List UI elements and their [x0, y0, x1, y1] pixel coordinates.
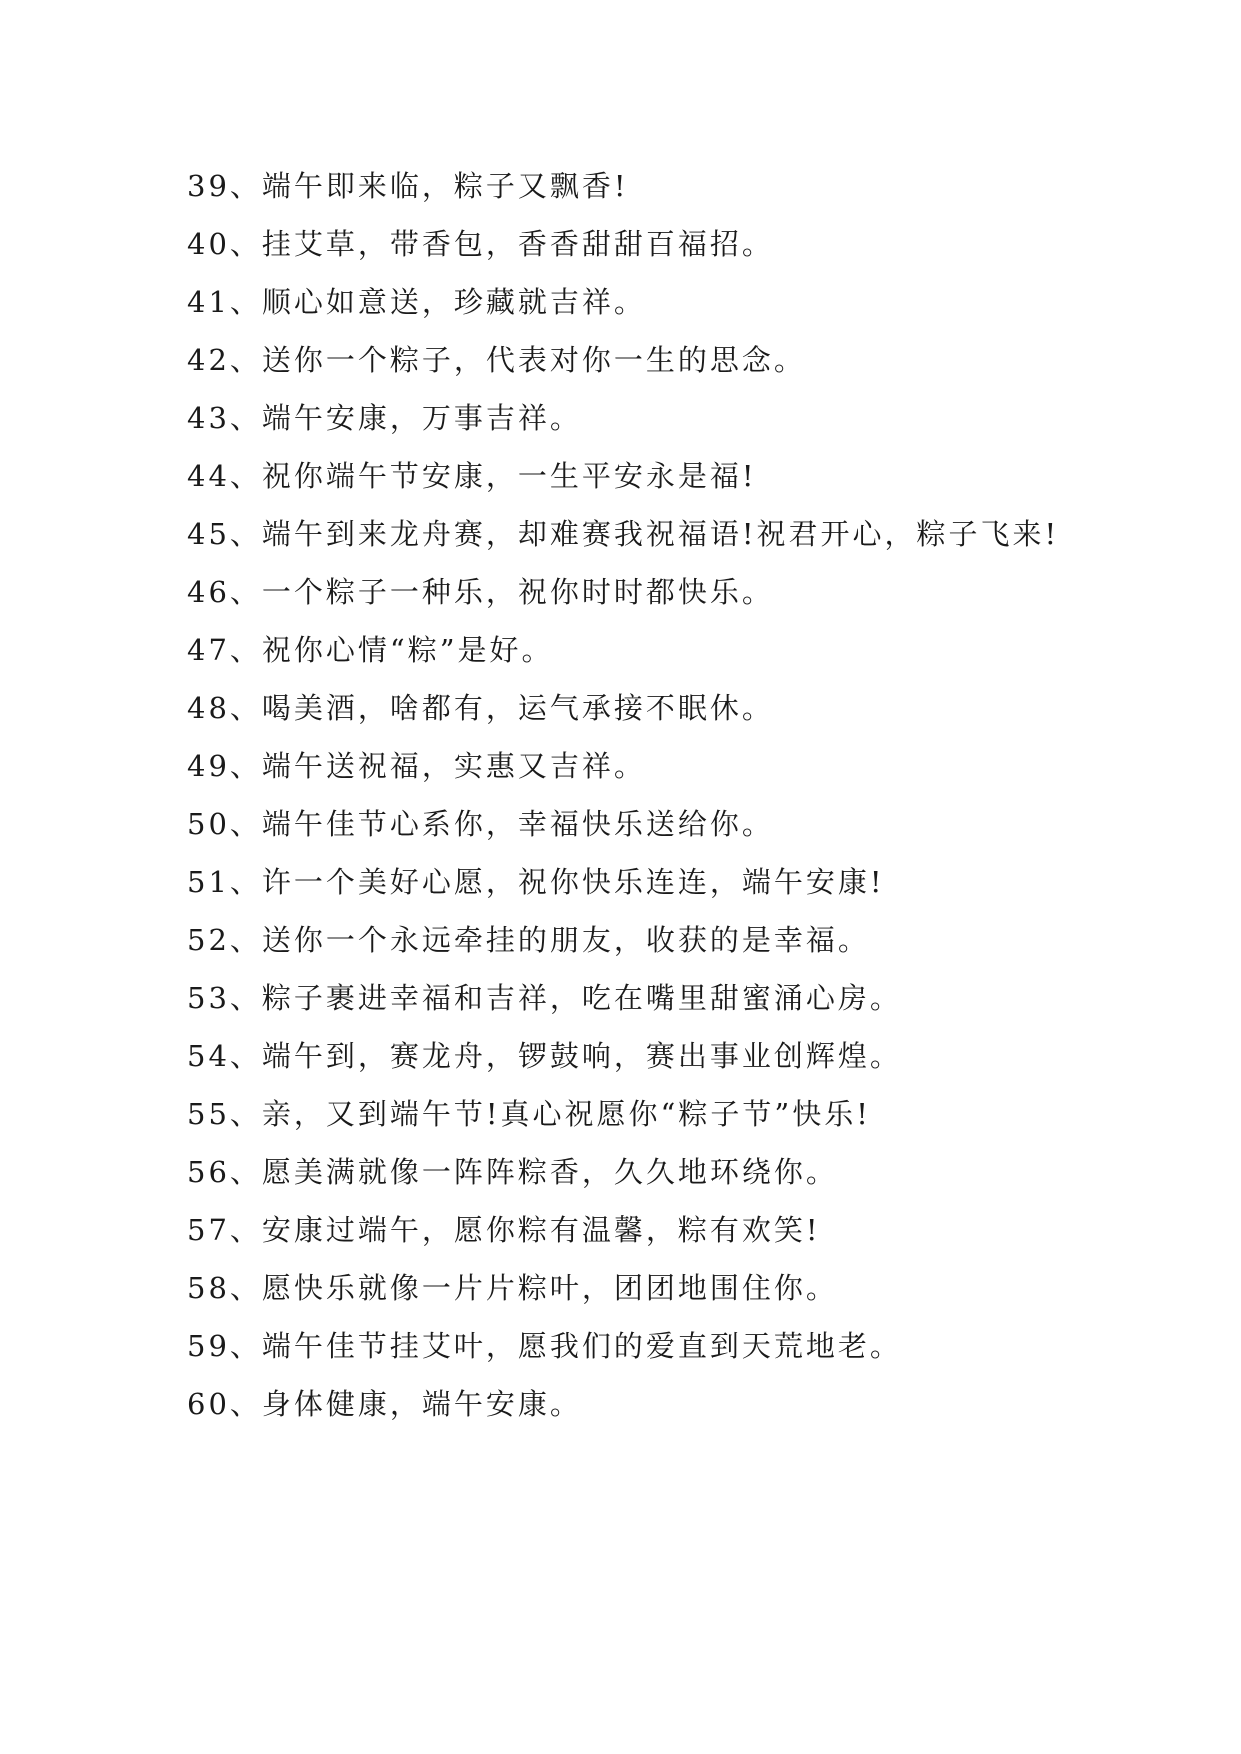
list-item: 41、顺心如意送，珍藏就吉祥。 — [187, 285, 646, 319]
greetings-list — [187, 157, 1067, 1433]
list-item: 55、亲，又到端午节!真心祝愿你“粽子节”快乐! — [187, 1097, 871, 1131]
list-item: 51、许一个美好心愿，祝你快乐连连，端午安康! — [187, 865, 885, 899]
list-item: 54、端午到，赛龙舟，锣鼓响，赛出事业创辉煌。 — [187, 1039, 902, 1073]
list-item: 57、安康过端午，愿你粽有温馨，粽有欢笑! — [187, 1213, 821, 1247]
list-item: 45、端午到来龙舟赛，却难赛我祝福语!祝君开心，粽子飞来! — [187, 517, 1060, 551]
list-item: 59、端午佳节挂艾叶，愿我们的爱直到天荒地老。 — [187, 1329, 902, 1363]
list-item: 49、端午送祝福，实惠又吉祥。 — [187, 749, 646, 783]
list-item: 53、粽子裹进幸福和吉祥，吃在嘴里甜蜜涌心房。 — [187, 981, 902, 1015]
list-item: 46、一个粽子一种乐，祝你时时都快乐。 — [187, 575, 774, 609]
list-item: 43、端午安康，万事吉祥。 — [187, 401, 582, 435]
list-item: 56、愿美满就像一阵阵粽香，久久地环绕你。 — [187, 1155, 838, 1189]
list-item: 42、送你一个粽子，代表对你一生的思念。 — [187, 343, 806, 377]
list-item: 50、端午佳节心系你，幸福快乐送给你。 — [187, 807, 774, 841]
list-item: 60、身体健康，端午安康。 — [187, 1387, 582, 1421]
list-item: 44、祝你端午节安康，一生平安永是福! — [187, 459, 757, 493]
list-item: 58、愿快乐就像一片片粽叶，团团地围住你。 — [187, 1271, 838, 1305]
list-item: 52、送你一个永远牵挂的朋友，收获的是幸福。 — [187, 923, 870, 957]
list-item: 39、端午即来临，粽子又飘香! — [187, 169, 629, 203]
list-item: 47、祝你心情“粽”是好。 — [187, 633, 554, 667]
list-item: 48、喝美酒，啥都有，运气承接不眠休。 — [187, 691, 774, 725]
list-item: 40、挂艾草，带香包，香香甜甜百福招。 — [187, 227, 774, 261]
